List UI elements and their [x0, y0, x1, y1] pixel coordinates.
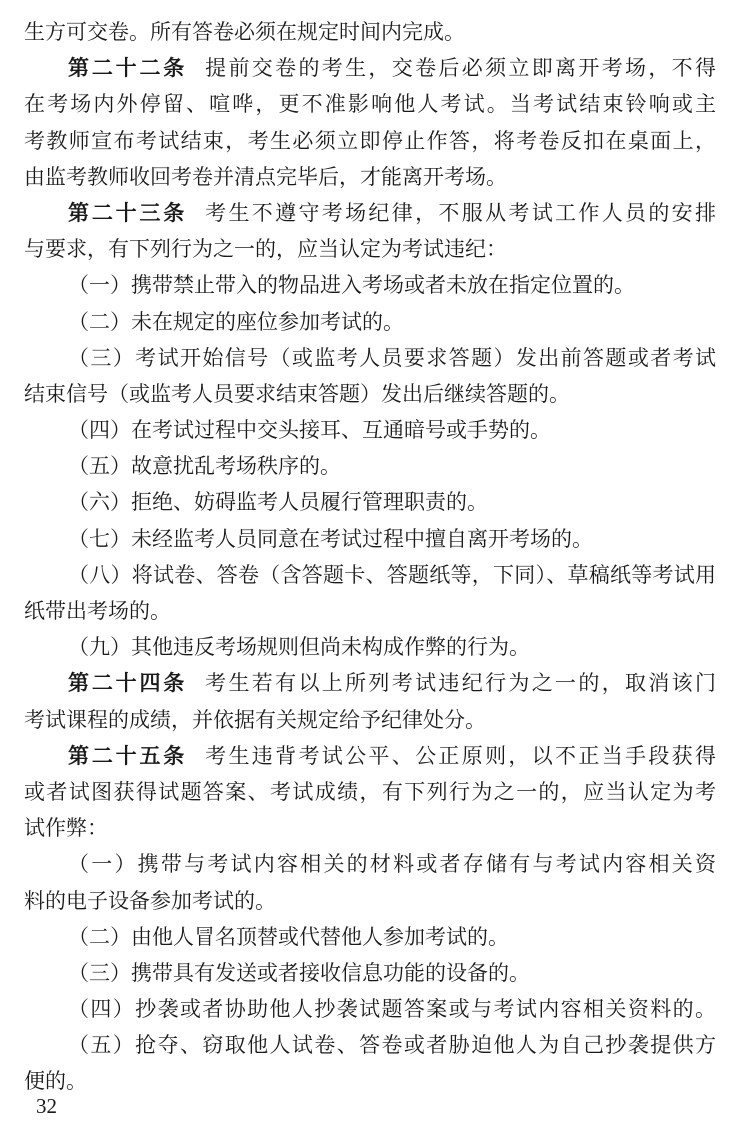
text-line: [24, 919, 716, 955]
text-line: [24, 159, 716, 195]
text-line: [24, 774, 716, 810]
text-line: [24, 810, 716, 846]
line-text: （七）未经监考人员同意在考试过程中擅自离开考场的。: [68, 526, 593, 551]
page-number: 32: [36, 1094, 57, 1118]
text-line: [24, 991, 716, 1027]
text-line: [24, 521, 716, 557]
text-line: [24, 484, 716, 520]
text-line: [24, 883, 716, 919]
line-text: （一）携带与考试内容相关的材料或者存储有与考试内容相关资: [68, 852, 716, 877]
line-text: 考生若有以上所列考试违纪行为之一的，取消该门: [205, 671, 716, 696]
text-line: [24, 629, 716, 665]
line-text: 料的电子设备参加考试的。: [24, 888, 276, 913]
line-text: （一）携带禁止带入的物品进入考场或者未放在指定位置的。: [68, 273, 635, 298]
line-text: 考教师宣布考试结束，考生必须立即停止作答，将考卷反扣在桌面上，: [24, 128, 716, 153]
line-text: （五）故意扰乱考场秩序的。: [68, 454, 341, 479]
line-text: 由监考教师收回考卷并清点完毕后，才能离开考场。: [24, 164, 507, 189]
text-line: [24, 448, 716, 484]
line-text: （九）其他违反考场规则但尚未构成作弊的行为。: [68, 635, 530, 660]
line-text: 结束信号（或监考人员要求结束答题）发出后继续答题的。: [24, 381, 570, 406]
text-line: [24, 86, 716, 122]
text-line: [24, 412, 716, 448]
text-line: [24, 123, 716, 159]
line-text: （三）携带具有发送或者接收信息功能的设备的。: [68, 960, 530, 985]
line-text: 试作弊：: [24, 816, 108, 841]
line-text: （四）在考试过程中交头接耳、互通暗号或手势的。: [68, 418, 551, 443]
line-text: 考试课程的成绩，并依据有关规定给予纪律处分。: [24, 707, 486, 732]
line-text: 与要求，有下列行为之一的，应当认定为考试违纪：: [24, 237, 507, 262]
line-text: （四）抄袭或者协助他人抄袭试题答案或与考试内容相关资料的。: [68, 997, 716, 1022]
article-line: [24, 195, 716, 231]
line-text: 生方可交卷。所有答卷必须在规定时间内完成。: [24, 20, 465, 44]
line-text: （六）拒绝、妨碍监考人员履行管理职责的。: [68, 490, 488, 515]
article-heading: 第二十三条: [68, 200, 188, 225]
line-text: 便的。: [24, 1069, 87, 1094]
line-text: （八）将试卷、答卷（含答题卡、答题纸等，下同）、草稿纸等考试用: [68, 562, 716, 587]
text-line: [24, 304, 716, 340]
text-line: [24, 231, 716, 267]
text-line: [24, 14, 716, 50]
line-text: 考生不遵守考场纪律，不服从考试工作人员的安排: [205, 200, 716, 225]
text-line: [24, 846, 716, 882]
article-heading: 第二十五条: [68, 743, 188, 768]
text-line: [24, 376, 716, 412]
line-text: （五）抢夺、窃取他人试卷、答卷或者胁迫他人为自己抄袭提供方: [68, 1033, 716, 1058]
line-text: 在考场内外停留、喧哗，更不准影响他人考试。当考试结束铃响或主: [24, 92, 716, 117]
article-line: [24, 665, 716, 701]
article-heading: 第二十二条: [68, 56, 188, 81]
text-line: [24, 1063, 716, 1099]
line-text: 提前交卷的考生，交卷后必须立即离开考场，不得: [205, 56, 716, 81]
text-line: [24, 702, 716, 738]
line-text: 考生违背考试公平、公正原则，以不正当手段获得: [205, 743, 716, 768]
text-line: [24, 557, 716, 593]
line-text: （二）由他人冒名顶替或代替他人参加考试的。: [68, 924, 509, 949]
article-line: [24, 50, 716, 86]
line-text: （三）考试开始信号（或监考人员要求答题）发出前答题或者考试: [68, 345, 716, 370]
text-line: [24, 340, 716, 376]
text-line: [24, 955, 716, 991]
article-line: [24, 738, 716, 774]
line-text: 或者试图获得试题答案、考试成绩，有下列行为之一的，应当认定为考: [24, 779, 716, 804]
article-heading: 第二十四条: [68, 671, 188, 696]
text-line: [24, 267, 716, 303]
document-body: [24, 14, 716, 1100]
text-line: [24, 1027, 716, 1063]
text-line: [24, 593, 716, 629]
line-text: 纸带出考场的。: [24, 599, 171, 623]
line-text: （二）未在规定的座位参加考试的。: [68, 309, 404, 334]
